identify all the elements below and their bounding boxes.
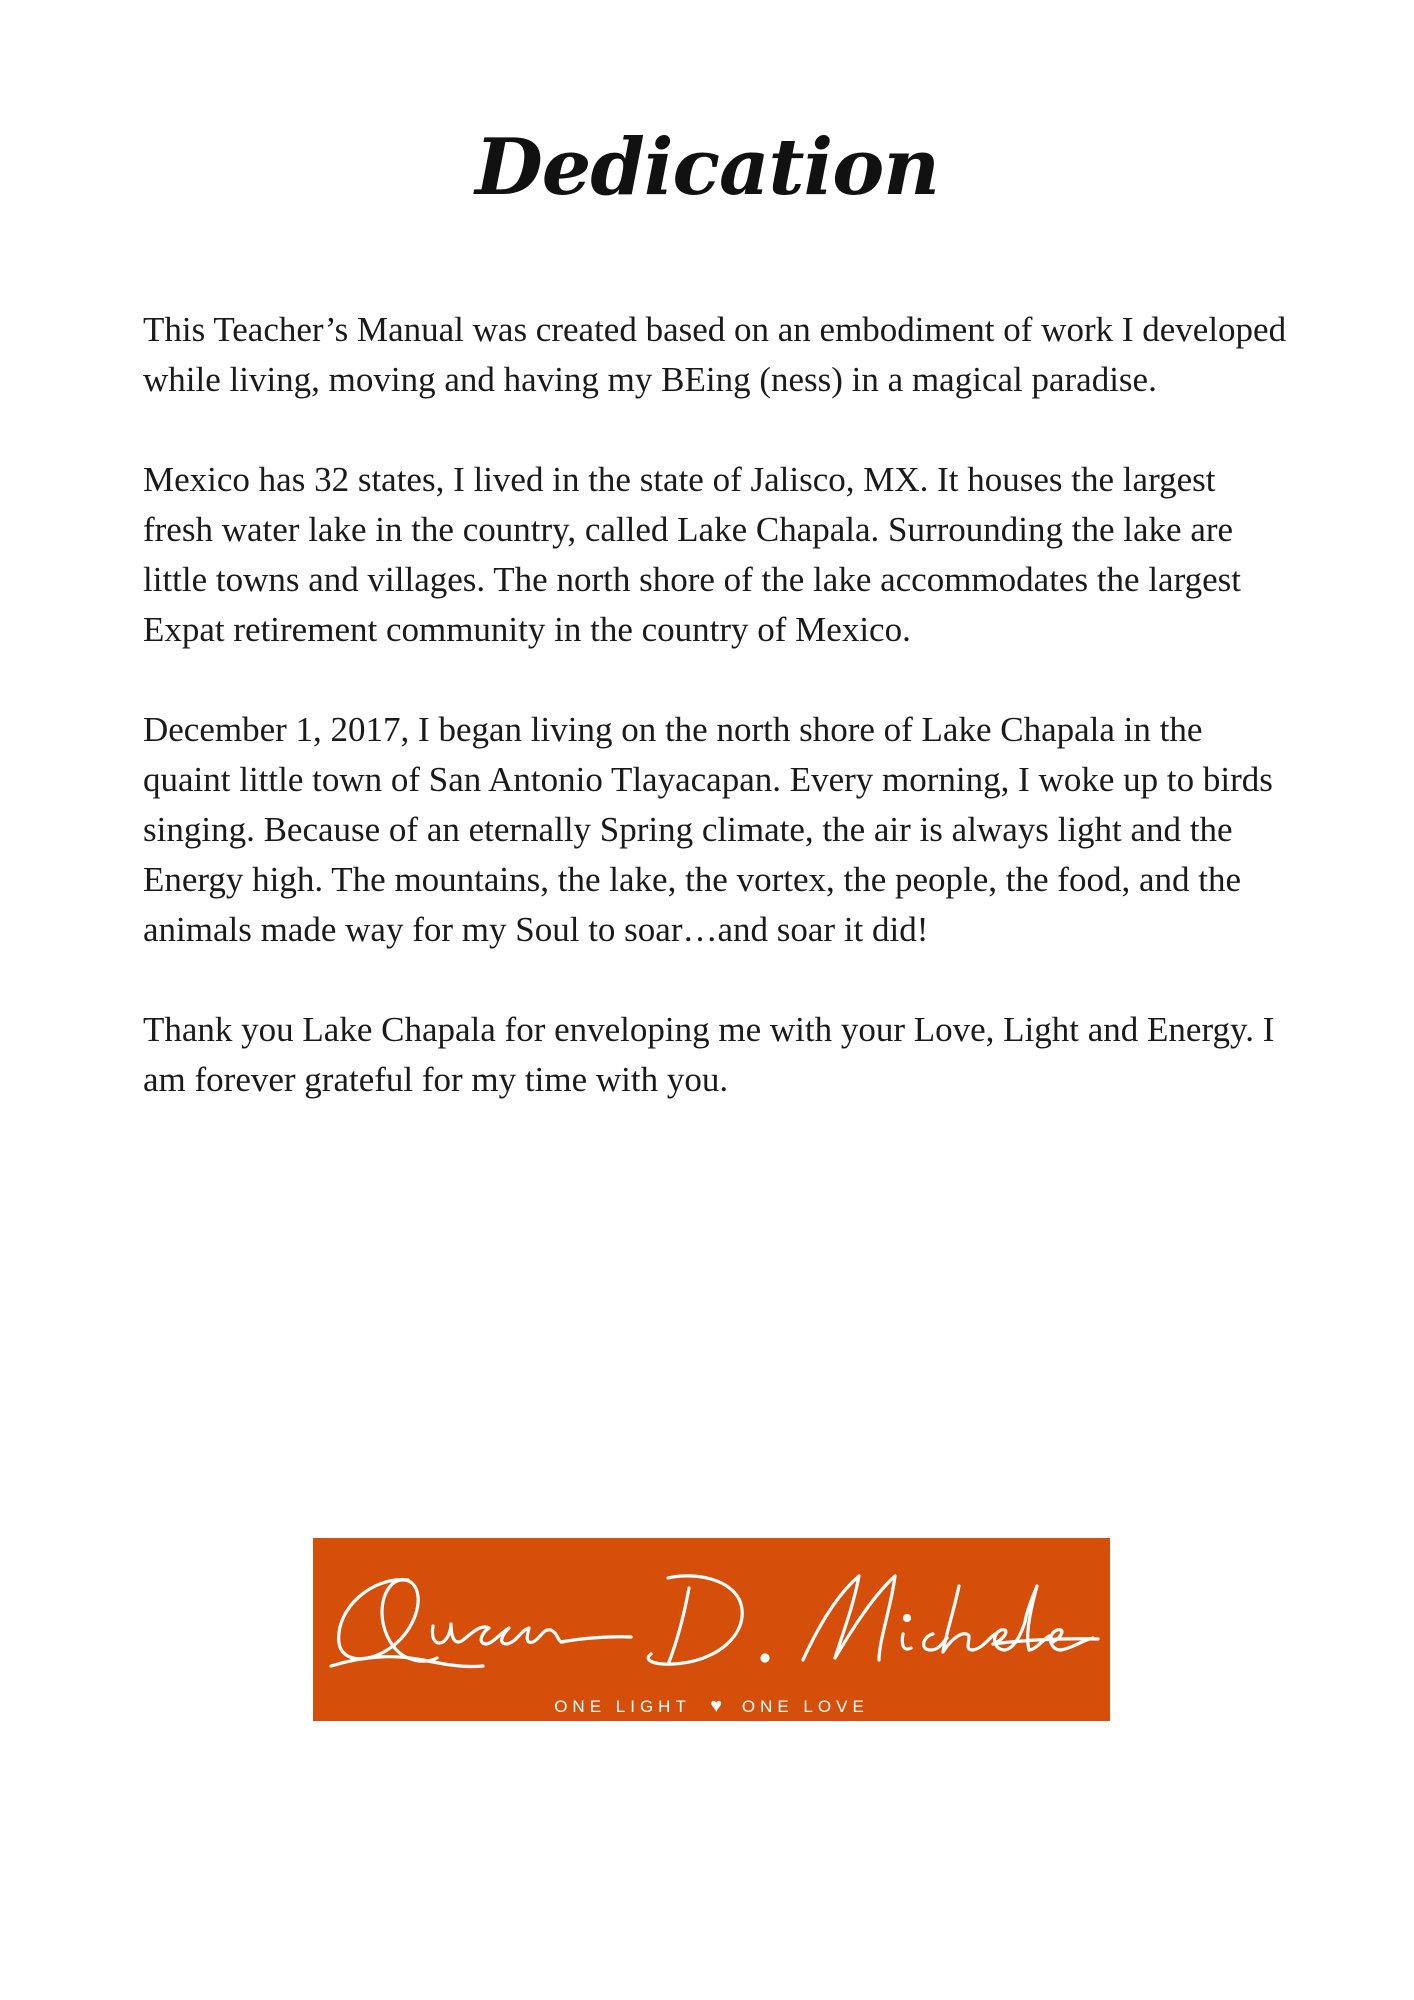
heart-icon: ♥ xyxy=(710,1695,723,1717)
dedication-body xyxy=(143,305,1293,1155)
author-logo-banner xyxy=(313,1538,1110,1721)
paragraph-intro: This Teacher’s Manual was created based on an embodiment of work I developed while living, moving and having my BEing (ness) in a magical paradise. xyxy=(143,310,1287,399)
signature-logo xyxy=(313,1538,1110,1688)
paragraph-chapala-life: December 1, 2017, I began living on the north shore of Lake Chapala in the quaint little town of San Antonio Tlayacapan. Every morning, I woke up to birds singing. Because of an eternally Spring climate, the air is always light and the Energy high. The mountains, the lake, the vortex, the people, the food, and the animals made way for my Soul to soar…and soar it did! xyxy=(143,710,1273,949)
logo-tagline xyxy=(313,1696,1110,1717)
tagline-one-love: ONE LOVE xyxy=(741,1697,869,1716)
tagline-one-light: ONE LIGHT xyxy=(554,1697,691,1716)
page-title: Dedication xyxy=(475,122,939,213)
paragraph-mexico: Mexico has 32 states, I lived in the state of Jalisco, MX. It houses the largest fresh water lake in the country, called Lake Chapala. Surrounding the lake are little towns and villages. The north shore of the lake accommodates the largest Expat retirement community in the country of Mexico. xyxy=(143,460,1241,649)
paragraph-thanks: Thank you Lake Chapala for enveloping me with your Love, Light and Energy. I am forever grateful for my time with you. xyxy=(143,1010,1275,1099)
